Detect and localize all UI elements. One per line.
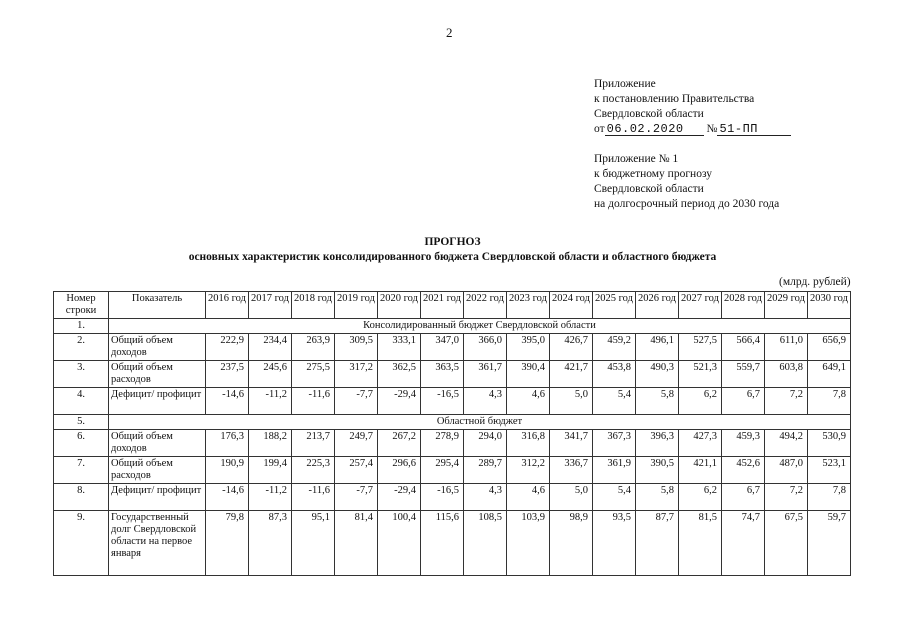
value-cell: 5,4	[593, 388, 636, 415]
value-cell: 245,6	[249, 361, 292, 388]
title-line1: ПРОГНОЗ	[424, 236, 481, 248]
value-cell: 5,0	[550, 388, 593, 415]
value-cell: 294,0	[464, 430, 507, 457]
value-cell: 6,2	[679, 484, 722, 511]
value-cell: 361,9	[593, 457, 636, 484]
header-year: 2029 год	[765, 292, 808, 319]
value-cell: 222,9	[206, 334, 249, 361]
value-cell: 656,9	[808, 334, 851, 361]
value-cell: 5,0	[550, 484, 593, 511]
row-number: 9.	[54, 511, 109, 576]
indicator-label: Общий объем доходов	[109, 430, 206, 457]
value-cell: 336,7	[550, 457, 593, 484]
value-cell: 453,8	[593, 361, 636, 388]
value-cell: 390,4	[507, 361, 550, 388]
section-title: Областной бюджет	[109, 415, 851, 430]
value-cell: -29,4	[378, 484, 421, 511]
header-row-number: Номер строки	[54, 292, 109, 319]
value-cell: 289,7	[464, 457, 507, 484]
row-number: 4.	[54, 388, 109, 415]
value-cell: 79,8	[206, 511, 249, 576]
value-cell: 4,6	[507, 484, 550, 511]
header-year: 2024 год	[550, 292, 593, 319]
value-cell: 7,2	[765, 388, 808, 415]
value-cell: -16,5	[421, 484, 464, 511]
value-cell: 341,7	[550, 430, 593, 457]
number-prefix: №	[706, 123, 718, 135]
header-year: 2016 год	[206, 292, 249, 319]
value-cell: 234,4	[249, 334, 292, 361]
title-line2: основных характеристик консолидированного бюджета Свердловской области и областного бюджета	[188, 251, 717, 263]
row-number: 2.	[54, 334, 109, 361]
value-cell: 487,0	[765, 457, 808, 484]
table-row	[54, 361, 851, 388]
value-cell: -29,4	[378, 388, 421, 415]
table-row	[54, 334, 851, 361]
value-cell: 421,1	[679, 457, 722, 484]
value-cell: 427,3	[679, 430, 722, 457]
value-cell: -14,6	[206, 388, 249, 415]
value-cell: 309,5	[335, 334, 378, 361]
row-number: 8.	[54, 484, 109, 511]
value-cell: 100,4	[378, 511, 421, 576]
forecast-table	[53, 291, 851, 576]
value-cell: 4,6	[507, 388, 550, 415]
value-cell: 603,8	[765, 361, 808, 388]
value-cell: 5,8	[636, 388, 679, 415]
header-indicator: Показатель	[109, 292, 206, 319]
value-cell: 6,7	[722, 484, 765, 511]
value-cell: 59,7	[808, 511, 851, 576]
value-cell: 390,5	[636, 457, 679, 484]
value-cell: 6,2	[679, 388, 722, 415]
value-cell: 95,1	[292, 511, 335, 576]
value-cell: 176,3	[206, 430, 249, 457]
value-cell: 7,2	[765, 484, 808, 511]
value-cell: 108,5	[464, 511, 507, 576]
value-cell: 367,3	[593, 430, 636, 457]
value-cell: 459,2	[593, 334, 636, 361]
value-cell: 333,1	[378, 334, 421, 361]
date-prefix: от	[594, 123, 605, 135]
value-cell: 6,7	[722, 388, 765, 415]
table-row	[54, 484, 851, 511]
row-number: 5.	[54, 415, 109, 430]
appendix2-line: на долгосрочный период до 2030 года	[594, 198, 780, 210]
value-cell: -14,6	[206, 484, 249, 511]
row-number: 7.	[54, 457, 109, 484]
value-cell: 5,8	[636, 484, 679, 511]
value-cell: 87,7	[636, 511, 679, 576]
value-cell: 87,3	[249, 511, 292, 576]
row-number: 3.	[54, 361, 109, 388]
value-cell: 4,3	[464, 388, 507, 415]
value-cell: 74,7	[722, 511, 765, 576]
value-cell: 395,0	[507, 334, 550, 361]
value-cell: 317,2	[335, 361, 378, 388]
value-cell: -11,2	[249, 484, 292, 511]
value-cell: 5,4	[593, 484, 636, 511]
header-year: 2020 год	[378, 292, 421, 319]
table-row	[54, 457, 851, 484]
value-cell: 275,5	[292, 361, 335, 388]
value-cell: 190,9	[206, 457, 249, 484]
document-title	[0, 235, 905, 265]
header-year: 2023 год	[507, 292, 550, 319]
decree-date: 06.02.2020	[605, 123, 704, 136]
header-year: 2025 год	[593, 292, 636, 319]
value-cell: 296,6	[378, 457, 421, 484]
value-cell: 496,1	[636, 334, 679, 361]
value-cell: 521,3	[679, 361, 722, 388]
value-cell: 81,5	[679, 511, 722, 576]
indicator-label: Общий объем расходов	[109, 457, 206, 484]
appendix-block	[594, 77, 791, 137]
header-year: 2019 год	[335, 292, 378, 319]
value-cell: 115,6	[421, 511, 464, 576]
value-cell: 267,2	[378, 430, 421, 457]
value-cell: 225,3	[292, 457, 335, 484]
appendix2-line: Свердловской области	[594, 183, 704, 195]
value-cell: -16,5	[421, 388, 464, 415]
value-cell: 316,8	[507, 430, 550, 457]
unit-label: (млрд. рублей)	[779, 276, 851, 288]
value-cell: 263,9	[292, 334, 335, 361]
header-year: 2022 год	[464, 292, 507, 319]
value-cell: 67,5	[765, 511, 808, 576]
appendix-date-line	[594, 122, 791, 137]
decree-number: 51-ПП	[717, 123, 791, 136]
appendix-line: Свердловской области	[594, 108, 704, 120]
value-cell: 426,7	[550, 334, 593, 361]
header-year: 2030 год	[808, 292, 851, 319]
appendix2-block	[594, 152, 779, 212]
appendix2-line: Приложение № 1	[594, 153, 679, 165]
table-row	[54, 430, 851, 457]
page-number: 2	[446, 25, 453, 40]
value-cell: 530,9	[808, 430, 851, 457]
table-header-row	[54, 292, 851, 319]
value-cell: 566,4	[722, 334, 765, 361]
indicator-label: Дефицит/ профицит	[109, 484, 206, 511]
table-row	[54, 388, 851, 415]
appendix-line: к постановлению Правительства	[594, 93, 755, 105]
table-row	[54, 511, 851, 576]
value-cell: -11,6	[292, 388, 335, 415]
section-title: Консолидированный бюджет Свердловской области	[109, 319, 851, 334]
value-cell: 347,0	[421, 334, 464, 361]
value-cell: 363,5	[421, 361, 464, 388]
header-year: 2028 год	[722, 292, 765, 319]
value-cell: 527,5	[679, 334, 722, 361]
indicator-label: Дефицит/ профицит	[109, 388, 206, 415]
value-cell: 295,4	[421, 457, 464, 484]
value-cell: -11,6	[292, 484, 335, 511]
value-cell: 362,5	[378, 361, 421, 388]
appendix-line: Приложение	[594, 78, 656, 90]
value-cell: 237,5	[206, 361, 249, 388]
value-cell: 459,3	[722, 430, 765, 457]
value-cell: 93,5	[593, 511, 636, 576]
value-cell: 361,7	[464, 361, 507, 388]
header-year: 2017 год	[249, 292, 292, 319]
value-cell: 188,2	[249, 430, 292, 457]
value-cell: 4,3	[464, 484, 507, 511]
table-body	[54, 319, 851, 576]
value-cell: 611,0	[765, 334, 808, 361]
value-cell: 490,3	[636, 361, 679, 388]
row-number: 6.	[54, 430, 109, 457]
value-cell: 278,9	[421, 430, 464, 457]
value-cell: 421,7	[550, 361, 593, 388]
section-row	[54, 319, 851, 334]
header-year: 2026 год	[636, 292, 679, 319]
value-cell: 396,3	[636, 430, 679, 457]
value-cell: -11,2	[249, 388, 292, 415]
indicator-label: Общий объем доходов	[109, 334, 206, 361]
value-cell: 249,7	[335, 430, 378, 457]
value-cell: 312,2	[507, 457, 550, 484]
value-cell: 98,9	[550, 511, 593, 576]
appendix2-line: к бюджетному прогнозу	[594, 168, 713, 180]
value-cell: 559,7	[722, 361, 765, 388]
indicator-label: Государственный долг Свердловской области на первое января	[109, 511, 206, 576]
value-cell: 257,4	[335, 457, 378, 484]
header-year: 2018 год	[292, 292, 335, 319]
value-cell: 81,4	[335, 511, 378, 576]
value-cell: 7,8	[808, 388, 851, 415]
indicator-label: Общий объем расходов	[109, 361, 206, 388]
value-cell: 649,1	[808, 361, 851, 388]
section-row	[54, 415, 851, 430]
value-cell: 7,8	[808, 484, 851, 511]
header-year: 2021 год	[421, 292, 464, 319]
value-cell: 199,4	[249, 457, 292, 484]
value-cell: 213,7	[292, 430, 335, 457]
value-cell: 494,2	[765, 430, 808, 457]
value-cell: -7,7	[335, 388, 378, 415]
value-cell: 523,1	[808, 457, 851, 484]
value-cell: 452,6	[722, 457, 765, 484]
row-number: 1.	[54, 319, 109, 334]
value-cell: 103,9	[507, 511, 550, 576]
header-year: 2027 год	[679, 292, 722, 319]
value-cell: -7,7	[335, 484, 378, 511]
value-cell: 366,0	[464, 334, 507, 361]
